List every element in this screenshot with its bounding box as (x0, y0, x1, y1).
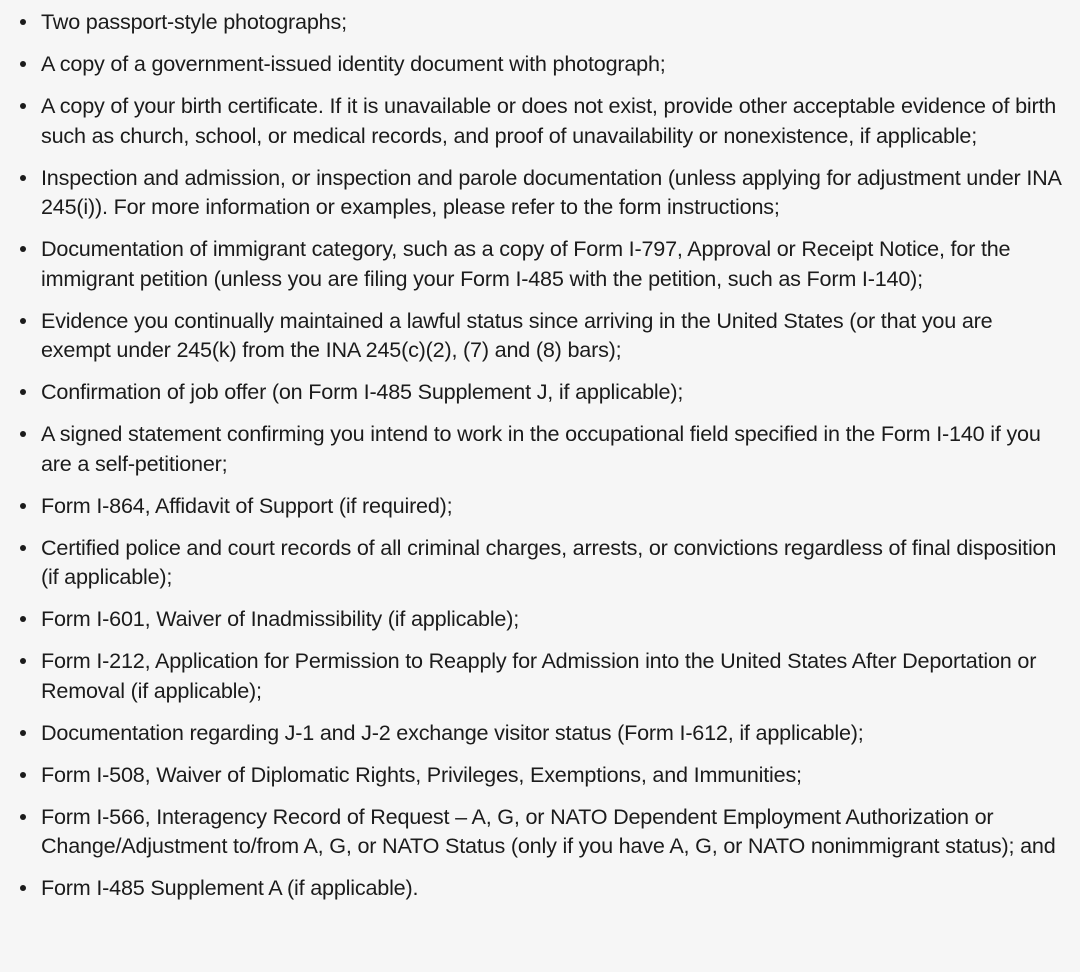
list-item-text: A copy of a government-issued identity document with photograph; (41, 51, 666, 76)
list-item-text: Evidence you continually maintained a lawful status since arriving in the United States (or that you are exempt under 245(k) from the INA 245(c)(2), (7) and (8) bars); (41, 307, 993, 362)
list-item-text: Form I-601, Waiver of Inadmissibility (if applicable); (41, 606, 520, 631)
list-item (20, 419, 1066, 478)
list-item-text: Form I-566, Interagency Record of Request – A, G, or NATO Dependent Employment Authorization or Change/Adjustment to/from A, G, or NATO Status (only if you have A, G, or NATO nonimmigrant status); and (41, 803, 1056, 858)
list-item-text: Certified police and court records of all criminal charges, arrests, or convictions regardless of final disposition (if applicable); (41, 534, 1057, 589)
bullet-icon (20, 545, 26, 551)
list-item-text: A signed statement confirming you intend to work in the occupational field specified in the Form I-140 if you are a self-petitioner; (41, 421, 1041, 476)
list-item (20, 91, 1066, 150)
list-item-text: Documentation regarding J-1 and J-2 exchange visitor status (Form I-612, if applicable); (41, 719, 864, 745)
bullet-icon (20, 503, 26, 509)
list-item (20, 604, 1066, 634)
list-item (20, 163, 1066, 222)
list-item (20, 646, 1066, 705)
list-item (20, 491, 1066, 521)
list-item (20, 306, 1066, 365)
bullet-icon (20, 431, 26, 437)
list-item (20, 760, 1066, 790)
bullet-icon (20, 730, 26, 736)
list-item-text: Documentation of immigrant category, such as a copy of Form I-797, Approval or Receipt Notice, for the immigrant petition (unless you are filing your Form I-485 with the petition, such as Form I-140); (41, 236, 1011, 291)
bullet-icon (20, 19, 26, 25)
bullet-icon (20, 246, 26, 252)
bullet-icon (20, 658, 26, 664)
list-item (20, 377, 1066, 407)
list-item-text: Form I-508, Waiver of Diplomatic Rights, Privileges, Exemptions, and Immunities; (41, 761, 802, 787)
required-documents-list (20, 7, 1066, 903)
bullet-icon (20, 389, 26, 395)
list-item-text: Two passport-style photographs; (41, 9, 347, 34)
list-item (20, 873, 1066, 903)
list-item-text: A copy of your birth certificate. If it is unavailable or does not exist, provide other acceptable evidence of birth such as church, school, or medical records, and proof of unavailability or nonexistence, if applicable; (41, 93, 1057, 148)
list-item-text: Confirmation of job offer (on Form I-485 Supplement J, if applicable); (41, 379, 684, 404)
bullet-icon (20, 103, 26, 109)
list-item-text: Form I-485 Supplement A (if applicable). (41, 875, 419, 900)
list-item (20, 234, 1066, 293)
bullet-icon (20, 814, 26, 820)
bullet-icon (20, 616, 26, 622)
list-item-text: Inspection and admission, or inspection and parole documentation (unless applying for adjustment under INA 245(i)). For more information or examples, please refer to the form instructions; (41, 164, 1061, 219)
list-item (20, 718, 1066, 748)
bullet-icon (20, 175, 26, 181)
list-item-text: Form I-212, Application for Permission to Reapply for Admission into the United States After Deportation or Removal (if applicable); (41, 648, 1037, 703)
list-item-text: Form I-864, Affidavit of Support (if required); (41, 492, 453, 518)
bullet-icon (20, 61, 26, 67)
list-item (20, 7, 1066, 37)
list-item (20, 802, 1066, 861)
bullet-icon (20, 772, 26, 778)
bullet-icon (20, 885, 26, 891)
list-item (20, 49, 1066, 79)
bullet-icon (20, 318, 26, 324)
list-item (20, 533, 1066, 592)
